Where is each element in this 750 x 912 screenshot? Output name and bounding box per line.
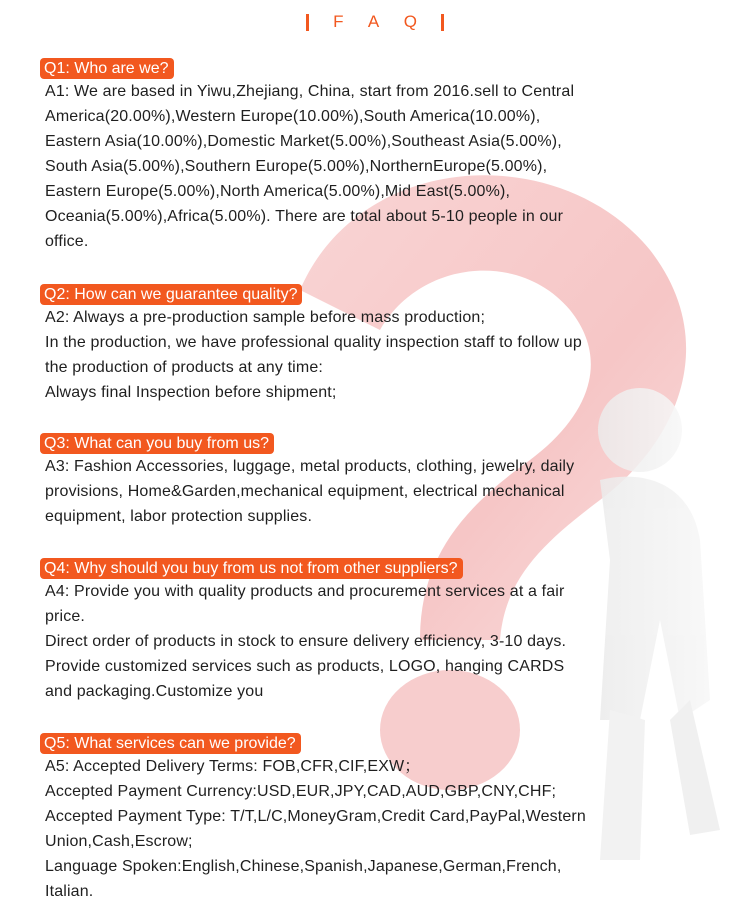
header-right-bar <box>441 14 444 31</box>
answer-line: A5: Accepted Delivery Terms: FOB,CFR,CIF,EXW； <box>45 758 421 775</box>
answer-line: office. <box>45 233 89 250</box>
header-letter-f: F <box>333 12 344 31</box>
answer-line: A2: Always a pre-production sample before mass production; <box>45 309 486 326</box>
answer-line: Eastern Asia(10.00%),Domestic Market(5.00%),Southeast Asia(5.00%), <box>45 133 562 150</box>
answer-line: Accepted Payment Type: T/T,L/C,MoneyGram,Credit Card,PayPal,Western <box>45 808 586 825</box>
answer-line: A4: Provide you with quality products and procurement services at a fair <box>45 583 565 600</box>
faq-item-q3 <box>40 433 740 529</box>
answer-line: America(20.00%),Western Europe(10.00%),South America(10.00%), <box>45 108 541 125</box>
faq-item-q2 <box>40 284 740 405</box>
answer-line: provisions, Home&Garden,mechanical equipment, electrical mechanical <box>45 483 565 500</box>
question-label: Q3: What can you buy from us? <box>40 433 274 454</box>
faq-header <box>0 12 750 34</box>
header-left-bar <box>306 14 309 31</box>
answer-line: Always final Inspection before shipment; <box>45 384 337 401</box>
header-letter-q: Q <box>403 12 417 31</box>
answer-block <box>40 79 740 254</box>
answer-line: and packaging.Customize you <box>45 683 264 700</box>
answer-line: Accepted Payment Currency:USD,EUR,JPY,CAD,AUD,GBP,CNY,CHF; <box>45 783 557 800</box>
answer-line: Italian. <box>45 883 94 900</box>
faq-item-q5 <box>40 733 740 904</box>
answer-line: price. <box>45 608 86 625</box>
answer-line: A3: Fashion Accessories, luggage, metal products, clothing, jewelry, daily <box>45 458 575 475</box>
answer-line: Language Spoken:English,Chinese,Spanish,Japanese,German,French, <box>45 858 562 875</box>
question-label: Q1: Who are we? <box>40 58 174 79</box>
answer-block <box>40 454 740 529</box>
question-label: Q4: Why should you buy from us not from other suppliers? <box>40 558 463 579</box>
faq-item-q4 <box>40 558 740 704</box>
question-label: Q2: How can we guarantee quality? <box>40 284 302 305</box>
answer-line: Provide customized services such as products, LOGO, hanging CARDS <box>45 658 565 675</box>
faq-item-q1 <box>40 58 740 254</box>
answer-line: South Asia(5.00%),Southern Europe(5.00%),NorthernEurope(5.00%), <box>45 158 548 175</box>
answer-line: In the production, we have professional quality inspection staff to follow up <box>45 334 582 351</box>
answer-line: A1: We are based in Yiwu,Zhejiang, China, start from 2016.sell to Central <box>45 83 575 100</box>
answer-line: Eastern Europe(5.00%),North America(5.00%),Mid East(5.00%), <box>45 183 511 200</box>
answer-line: Direct order of products in stock to ensure delivery efficiency, 3-10 days. <box>45 633 567 650</box>
answer-line: the production of products at any time: <box>45 359 324 376</box>
answer-line: Union,Cash,Escrow; <box>45 833 193 850</box>
answer-line: Oceania(5.00%),Africa(5.00%). There are total about 5-10 people in our <box>45 208 564 225</box>
answer-block <box>40 305 740 405</box>
answer-line: equipment, labor protection supplies. <box>45 508 313 525</box>
header-letter-a: A <box>367 12 380 31</box>
question-label: Q5: What services can we provide? <box>40 733 301 754</box>
answer-block <box>40 579 740 704</box>
answer-block <box>40 754 740 904</box>
